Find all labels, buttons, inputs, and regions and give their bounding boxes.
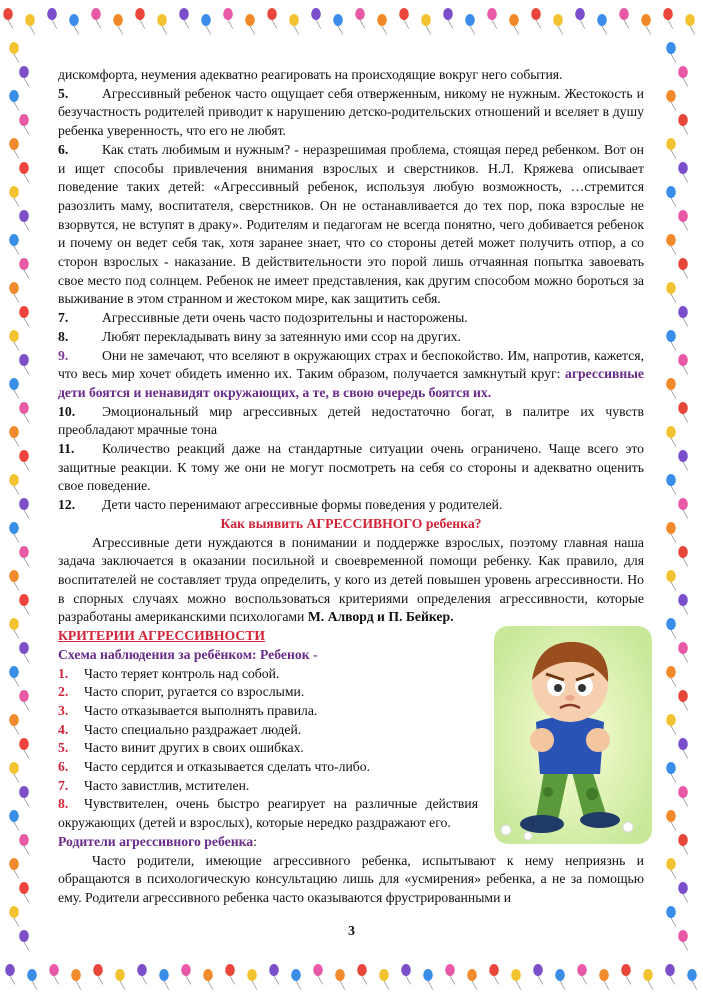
balloon-icon: [19, 210, 29, 230]
balloon-icon: [678, 498, 688, 518]
balloon-icon: [93, 964, 103, 984]
balloon-icon: [25, 14, 35, 34]
balloon-icon: [678, 690, 688, 710]
balloon-icon: [157, 14, 167, 34]
list-item: [58, 440, 644, 496]
balloon-icon: [666, 762, 676, 782]
balloon-icon: [9, 282, 19, 302]
list-item: [58, 309, 644, 328]
item-text: Эмоциональный мир агрессивных детей недостаточно богат, в палитре их чувств преобладают мрачные тона: [58, 403, 644, 438]
balloon-icon: [3, 8, 13, 28]
criteria-text: Чувствителен, очень быстро реагирует на различные действия окружающих (детей и взрослых), которые нередко раздражают его.: [58, 796, 478, 831]
balloon-icon: [49, 964, 59, 984]
balloon-border-right: [655, 40, 703, 958]
balloon-icon: [223, 8, 233, 28]
section-paragraph: [58, 534, 644, 628]
balloon-icon: [678, 354, 688, 374]
list-item: [58, 328, 644, 347]
balloon-icon: [19, 258, 29, 278]
balloon-icon: [289, 14, 299, 34]
balloon-icon: [9, 858, 19, 878]
balloon-icon: [666, 810, 676, 830]
balloon-icon: [445, 964, 455, 984]
criteria-number: 6.: [58, 759, 69, 775]
criteria-item: [58, 721, 478, 740]
balloon-icon: [159, 969, 169, 989]
balloon-icon: [666, 714, 676, 734]
balloon-border-top: [0, 0, 703, 40]
criteria-number: 1.: [58, 665, 69, 681]
list-item: [58, 85, 644, 141]
item-text: Количество реакций даже на стандартные ситуации очень ограничено. Чаще всего это защитные реакции. К тому же они не могут посмотреть на себя со стороны и адекватно оценить свое поведение.: [58, 441, 644, 494]
criteria-title: КРИТЕРИИ АГРЕССИВНОСТИ: [58, 628, 266, 644]
criteria-text: Часто спорит, ругается со взрослыми.: [84, 684, 305, 700]
balloon-icon: [19, 114, 29, 134]
criteria-text: Часто теряет контроль над собой.: [84, 665, 280, 681]
balloon-icon: [311, 8, 321, 28]
section-title: Как выявить АГРЕССИВНОГО ребенка?: [220, 515, 482, 531]
criteria-text: Часто сердится и отказывается сделать что-либо.: [84, 759, 370, 775]
balloon-icon: [666, 90, 676, 110]
criteria-list: [58, 665, 478, 833]
balloon-icon: [666, 666, 676, 686]
balloon-icon: [665, 964, 675, 984]
balloon-icon: [621, 964, 631, 984]
criteria-text: Часто винит других в своих ошибках.: [84, 740, 304, 756]
balloon-icon: [19, 546, 29, 566]
balloon-icon: [487, 8, 497, 28]
balloon-icon: [678, 66, 688, 86]
balloon-icon: [666, 42, 676, 62]
balloon-icon: [9, 810, 19, 830]
balloon-icon: [201, 14, 211, 34]
balloon-icon: [666, 618, 676, 638]
item-number: 5.: [58, 85, 69, 101]
balloon-icon: [489, 964, 499, 984]
balloon-icon: [19, 786, 29, 806]
balloon-icon: [678, 834, 688, 854]
balloon-icon: [678, 450, 688, 470]
criteria-item: [58, 758, 478, 777]
item-number: 7.: [58, 310, 69, 326]
balloon-icon: [465, 14, 475, 34]
list-item: [58, 403, 644, 440]
balloon-icon: [9, 426, 19, 446]
balloon-icon: [245, 14, 255, 34]
balloon-icon: [9, 186, 19, 206]
balloon-icon: [678, 642, 688, 662]
balloon-icon: [27, 969, 37, 989]
scheme-title: Схема наблюдения за ребёнком: Ребенок -: [58, 646, 318, 662]
balloon-icon: [421, 14, 431, 34]
balloon-icon: [467, 969, 477, 989]
balloon-icon: [666, 282, 676, 302]
balloon-icon: [678, 546, 688, 566]
balloon-icon: [666, 522, 676, 542]
criteria-text: Часто завистлив, мстителен.: [84, 777, 250, 793]
balloon-icon: [335, 969, 345, 989]
balloon-icon: [643, 969, 653, 989]
balloon-icon: [619, 8, 629, 28]
balloon-icon: [663, 8, 673, 28]
balloon-icon: [423, 969, 433, 989]
balloon-icon: [19, 162, 29, 182]
balloon-icon: [225, 964, 235, 984]
balloon-icon: [181, 964, 191, 984]
balloon-icon: [9, 42, 19, 62]
balloon-icon: [47, 8, 57, 28]
balloon-icon: [203, 969, 213, 989]
balloon-icon: [19, 642, 29, 662]
highlight-text: агрессивные дети боятся и ненавидят окружающих, а те, в свою очередь боятся их.: [58, 366, 644, 400]
balloon-icon: [666, 426, 676, 446]
criteria-text: Часто специально раздражает людей.: [84, 721, 302, 737]
balloon-icon: [19, 66, 29, 86]
criteria-number: 7.: [58, 777, 69, 793]
item-number: 11.: [58, 441, 75, 457]
criteria-text: Часто отказывается выполнять правила.: [84, 702, 318, 718]
parents-title: Родители агрессивного ребенка: [58, 833, 254, 849]
authors: М. Алворд и П. Бейкер.: [307, 609, 454, 625]
balloon-icon: [666, 570, 676, 590]
balloon-icon: [678, 258, 688, 278]
item-number: 8.: [58, 328, 69, 344]
balloon-icon: [666, 138, 676, 158]
item-text: Как стать любимым и нужным? - неразрешимая проблема, стоящая перед ребенком. Вот он и ищет способы привлечения внимания взрослых и сверстников. Н.Л. Кряжева описывает поведение таких детей: «Агрессивный ребенок, используя любую возможность, …стремится разозлить маму, воспитателя, сверстников. Он не останавливается до тех пор, пока взрослые не взорвутся, не вступят в драку». Родителям и педагогам не всегда понятно, чего добивается ребенок и почему он ведет себя так, хотя заранее знает, что со стороны детей может получить отпор, а со сторон взрослых - наказание. В действительности это порой лишь отчаянная попытка завоевать свое место под солнцем. Ребенок не имеет представления, как другим способом можно бороться за выживание в этом странном и жестоком мире, как защитить себя.: [58, 141, 644, 307]
balloon-icon: [511, 969, 521, 989]
item-text: Дети часто перенимают агрессивные формы поведения у родителей.: [102, 497, 503, 513]
balloon-icon: [357, 964, 367, 984]
balloon-icon: [531, 8, 541, 28]
balloon-icon: [19, 450, 29, 470]
item-text: Агрессивные дети очень часто подозрительны и насторожены.: [102, 310, 468, 326]
balloon-icon: [678, 738, 688, 758]
balloon-icon: [401, 964, 411, 984]
balloon-icon: [9, 90, 19, 110]
balloon-icon: [19, 882, 29, 902]
criteria-item: [58, 683, 478, 702]
balloon-icon: [313, 964, 323, 984]
balloon-icon: [113, 14, 123, 34]
balloon-icon: [666, 858, 676, 878]
criteria-number: 5.: [58, 740, 69, 756]
page-number: 3: [348, 924, 355, 939]
balloon-icon: [555, 969, 565, 989]
balloon-icon: [71, 969, 81, 989]
balloon-icon: [377, 14, 387, 34]
parents-paragraph: Часто родители, имеющие агрессивного ребенка, испытывают к нему неприязнь и обращаются в психологическую консультацию лишь для «усмирения» ребенка, а не за помощью ему. Родители агрессивного ребенка часто оказываются фрустрированными и: [58, 852, 644, 905]
balloon-icon: [19, 834, 29, 854]
balloon-icon: [666, 234, 676, 254]
balloon-icon: [19, 594, 29, 614]
balloon-icon: [577, 964, 587, 984]
balloon-icon: [137, 964, 147, 984]
balloon-icon: [678, 162, 688, 182]
balloon-border-left: [0, 40, 42, 958]
balloon-icon: [597, 14, 607, 34]
item-number: 6.: [58, 141, 69, 157]
item-text: Они не замечают, что вселяют в окружающих страх и беспокойство. Им, напротив, кажется, что весь мир хочет обидеть именно их. Таким образом, получается замкнутый круг:: [58, 347, 644, 382]
balloon-icon: [269, 964, 279, 984]
balloon-icon: [9, 618, 19, 638]
criteria-item: [58, 777, 478, 796]
balloon-icon: [115, 969, 125, 989]
balloon-icon: [687, 969, 697, 989]
balloon-icon: [355, 8, 365, 28]
criteria-number: 4.: [58, 721, 69, 737]
balloon-icon: [9, 474, 19, 494]
balloon-border-bottom: [0, 958, 703, 995]
balloon-icon: [678, 594, 688, 614]
balloon-icon: [9, 378, 19, 398]
balloon-icon: [135, 8, 145, 28]
criteria-number: 2.: [58, 684, 69, 700]
balloon-icon: [443, 8, 453, 28]
list-item-9: [58, 347, 644, 403]
balloon-icon: [9, 570, 19, 590]
balloon-icon: [333, 14, 343, 34]
item-text: Агрессивный ребенок часто ощущает себя отверженным, никому не нужным. Жестокость и безучастность родителей приводит к нарушению детско-родительских отношений и вселяет в душу ребенка уверенность, что его не любят.: [58, 85, 644, 139]
balloon-icon: [575, 8, 585, 28]
balloon-icon: [179, 8, 189, 28]
angry-boy-illustration: [488, 622, 658, 850]
balloon-icon: [666, 330, 676, 350]
balloon-icon: [666, 378, 676, 398]
balloon-icon: [509, 14, 519, 34]
parents-colon: :: [253, 833, 257, 849]
balloon-icon: [267, 8, 277, 28]
criteria-item: [58, 702, 478, 721]
criteria-item: [58, 795, 478, 832]
balloon-icon: [379, 969, 389, 989]
criteria-item: [58, 665, 478, 684]
balloon-icon: [678, 114, 688, 134]
balloon-icon: [19, 354, 29, 374]
balloon-icon: [5, 964, 15, 984]
balloon-icon: [678, 786, 688, 806]
balloon-icon: [9, 666, 19, 686]
balloon-icon: [291, 969, 301, 989]
items-list-top: [58, 85, 644, 515]
balloon-icon: [19, 738, 29, 758]
item-number: 9.: [58, 347, 69, 363]
criteria-number: 3.: [58, 702, 69, 718]
balloon-icon: [9, 138, 19, 158]
balloon-icon: [9, 234, 19, 254]
balloon-icon: [599, 969, 609, 989]
balloon-icon: [678, 402, 688, 422]
balloon-icon: [685, 14, 695, 34]
balloon-icon: [9, 330, 19, 350]
criteria-item: [58, 739, 478, 758]
list-item: [58, 496, 644, 515]
intro-line: дискомфорта, неумения адекватно реагировать на происходящие вокруг него события.: [58, 67, 563, 82]
balloon-icon: [19, 402, 29, 422]
balloon-icon: [641, 14, 651, 34]
balloon-icon: [69, 14, 79, 34]
balloon-icon: [533, 964, 543, 984]
balloon-icon: [19, 306, 29, 326]
balloon-icon: [19, 690, 29, 710]
balloon-icon: [247, 969, 257, 989]
balloon-icon: [553, 14, 563, 34]
balloon-icon: [399, 8, 409, 28]
item-number: 10.: [58, 403, 76, 419]
balloon-icon: [666, 474, 676, 494]
balloon-icon: [9, 762, 19, 782]
balloon-icon: [91, 8, 101, 28]
section-paragraph-text: Агрессивные дети нуждаются в понимании и поддержке взрослых, поэтому главная наша задача заключается в оказании посильной и своевременной помощи ребенку. Как правило, для воспитателей не составляет труда определить, у кого из детей повышен уровень агрессивности. Но в спорных случаях можно воспользоваться критериями определения агрессивности, которые разработаны американскими психологами: [58, 534, 644, 625]
balloon-icon: [666, 186, 676, 206]
item-text: Любят перекладывать вину за затеянную ими ссор на других.: [102, 328, 461, 344]
balloon-icon: [19, 498, 29, 518]
balloon-icon: [678, 210, 688, 230]
balloon-icon: [678, 882, 688, 902]
balloon-icon: [678, 306, 688, 326]
balloon-icon: [9, 522, 19, 542]
criteria-number: 8.: [58, 796, 69, 812]
list-item: [58, 141, 644, 309]
item-number: 12.: [58, 497, 76, 513]
balloon-icon: [9, 714, 19, 734]
